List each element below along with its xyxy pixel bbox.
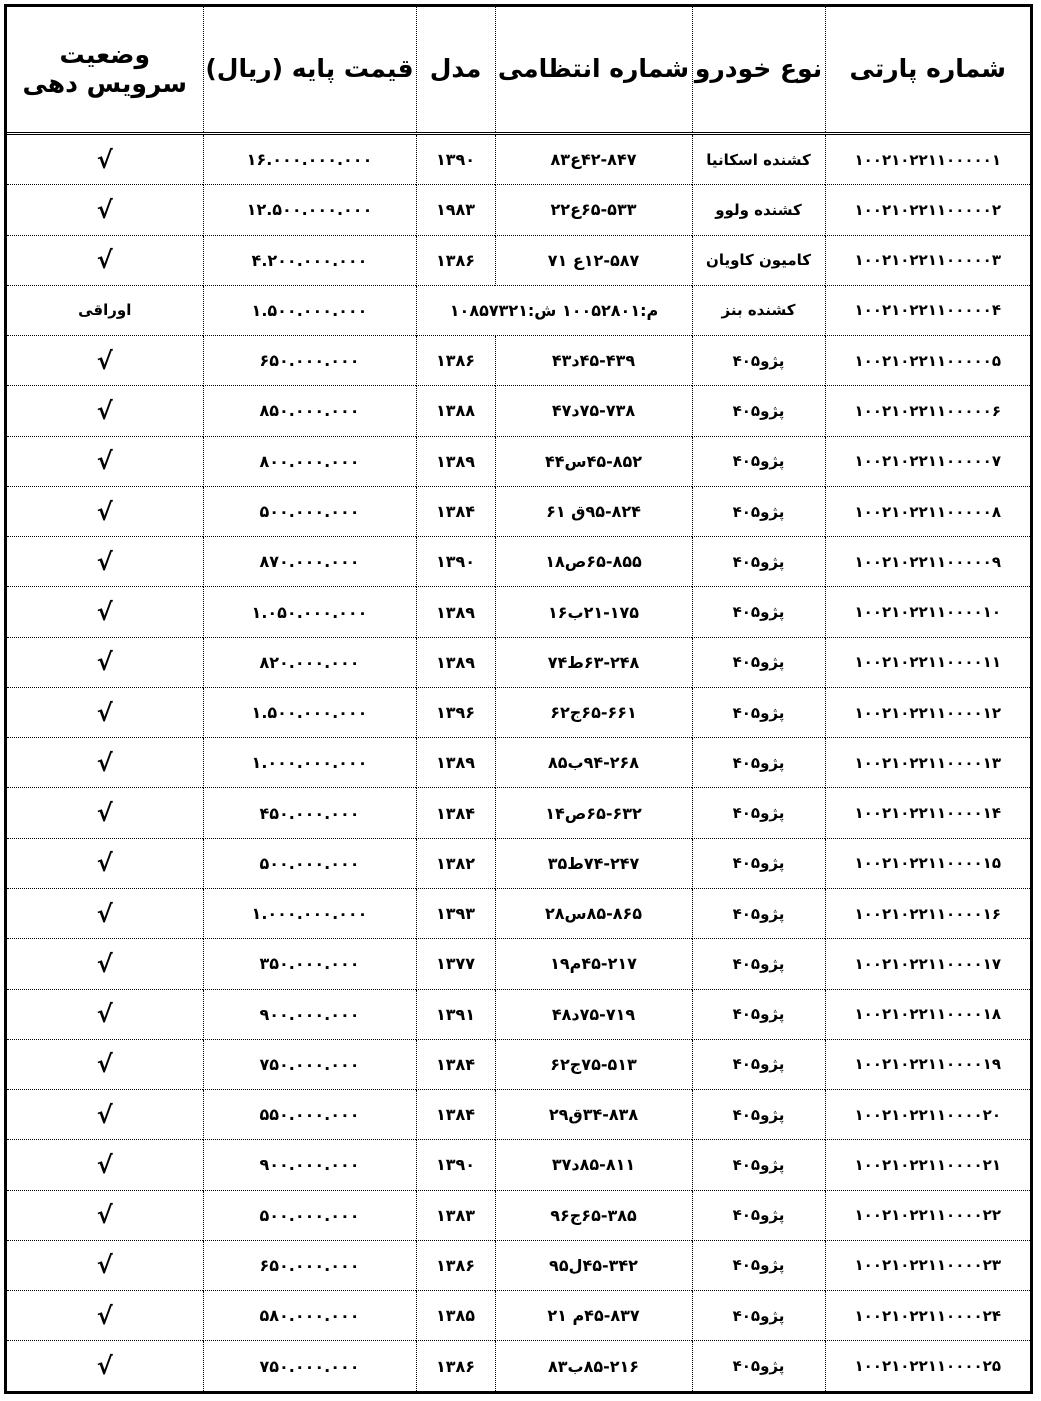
vehicle-type-cell: پژو۴۰۵ <box>692 1090 825 1140</box>
lot-number-cell: ۱۰۰۲۱۰۲۲۱۱۰۰۰۰۱۱ <box>825 637 1030 687</box>
plate-number-cell: ۶۵-۸۵۵ص۱۸ <box>495 537 692 587</box>
vehicle-type-cell: پژو۴۰۵ <box>692 436 825 486</box>
engine-chassis-number-cell: م:۱۰۰۵۲۸۰۱ ش:۱۰۸۵۷۳۲۱ <box>416 285 692 335</box>
vehicle-type-cell: پژو۴۰۵ <box>692 1039 825 1089</box>
base-price-cell: ۱.۵۰۰.۰۰۰.۰۰۰ <box>203 285 416 335</box>
checkmark-icon: √ <box>7 687 203 737</box>
table-row <box>7 687 1030 737</box>
table-row <box>7 336 1030 386</box>
base-price-cell: ۸۰۰.۰۰۰.۰۰۰ <box>203 436 416 486</box>
model-year-cell: ۱۳۸۹ <box>416 587 495 637</box>
plate-number-cell: ۷۵-۵۱۳ج۶۲ <box>495 1039 692 1089</box>
lot-number-cell: ۱۰۰۲۱۰۲۲۱۱۰۰۰۰۰۹ <box>825 537 1030 587</box>
plate-number-cell: ۴۵-۸۵۲س۴۴ <box>495 436 692 486</box>
lot-number-cell: ۱۰۰۲۱۰۲۲۱۱۰۰۰۰۱۳ <box>825 738 1030 788</box>
model-year-cell: ۱۳۹۰ <box>416 134 495 185</box>
plate-number-cell: ۷۵-۷۳۸د۴۷ <box>495 386 692 436</box>
header-service-status <box>7 7 203 134</box>
vehicle-type-cell: پژو۴۰۵ <box>692 1240 825 1290</box>
base-price-cell: ۱.۰۰۰.۰۰۰.۰۰۰ <box>203 889 416 939</box>
base-price-cell: ۷۵۰.۰۰۰.۰۰۰ <box>203 1039 416 1089</box>
table-row <box>7 285 1030 335</box>
table-row <box>7 1190 1030 1240</box>
checkmark-icon: √ <box>7 587 203 637</box>
checkmark-icon: √ <box>7 838 203 888</box>
checkmark-icon: √ <box>7 989 203 1039</box>
vehicle-type-cell: پژو۴۰۵ <box>692 1140 825 1190</box>
vehicle-type-cell: پژو۴۰۵ <box>692 1291 825 1341</box>
plate-number-cell: ۴۵-۸۳۷م ۲۱ <box>495 1291 692 1341</box>
table-row <box>7 788 1030 838</box>
base-price-cell: ۸۷۰.۰۰۰.۰۰۰ <box>203 537 416 587</box>
plate-number-cell: ۶۳-۲۴۸ط۷۴ <box>495 637 692 687</box>
model-year-cell: ۱۳۸۶ <box>416 1341 495 1391</box>
header-vehicle-type: نوع خودرو <box>692 7 825 134</box>
base-price-cell: ۵۵۰.۰۰۰.۰۰۰ <box>203 1090 416 1140</box>
checkmark-icon: √ <box>7 939 203 989</box>
model-year-cell: ۱۳۸۲ <box>416 838 495 888</box>
header-plate-number: شماره انتظامی <box>495 7 692 134</box>
plate-number-cell: ۸۵-۸۱۱د۳۷ <box>495 1140 692 1190</box>
plate-number-cell: ۶۵-۳۸۵ج۹۶ <box>495 1190 692 1240</box>
plate-number-cell: ۸۵-۲۱۶ب۸۳ <box>495 1341 692 1391</box>
table-row <box>7 838 1030 888</box>
model-year-cell: ۱۳۸۴ <box>416 788 495 838</box>
vehicle-type-cell: پژو۴۰۵ <box>692 838 825 888</box>
table-row <box>7 587 1030 637</box>
model-year-cell: ۱۳۸۶ <box>416 336 495 386</box>
base-price-cell: ۸۲۰.۰۰۰.۰۰۰ <box>203 637 416 687</box>
lot-number-cell: ۱۰۰۲۱۰۲۲۱۱۰۰۰۰۰۷ <box>825 436 1030 486</box>
vehicle-type-cell: پژو۴۰۵ <box>692 386 825 436</box>
base-price-cell: ۹۰۰.۰۰۰.۰۰۰ <box>203 1140 416 1190</box>
vehicle-type-cell: پژو۴۰۵ <box>692 687 825 737</box>
vehicle-type-cell: پژو۴۰۵ <box>692 939 825 989</box>
checkmark-icon: √ <box>7 637 203 687</box>
checkmark-icon: √ <box>96 1352 113 1381</box>
checkmark-icon: √ <box>7 889 203 939</box>
model-year-cell: ۱۳۹۳ <box>416 889 495 939</box>
vehicle-type-cell: کشنده ولوو <box>692 185 825 235</box>
vehicle-type-cell: پژو۴۰۵ <box>692 738 825 788</box>
model-year-cell: ۱۳۷۷ <box>416 939 495 989</box>
header-row <box>7 7 1030 134</box>
table-row <box>7 738 1030 788</box>
lot-number-cell: ۱۰۰۲۱۰۲۲۱۱۰۰۰۰۲۴ <box>825 1291 1030 1341</box>
table-row <box>7 637 1030 687</box>
base-price-cell: ۴.۲۰۰.۰۰۰.۰۰۰ <box>203 235 416 285</box>
table-row <box>7 134 1030 185</box>
table-row <box>7 235 1030 285</box>
checkmark-icon: √ <box>7 788 203 838</box>
checkmark-icon: √ <box>7 1190 203 1240</box>
lot-number-cell: ۱۰۰۲۱۰۲۲۱۱۰۰۰۰۰۴ <box>825 285 1030 335</box>
checkmark-icon: √ <box>7 537 203 587</box>
table-row <box>7 1090 1030 1140</box>
table-row <box>7 386 1030 436</box>
checkmark-icon: √ <box>7 386 203 436</box>
plate-number-cell: ۷۴-۲۴۷ط۳۵ <box>495 838 692 888</box>
model-year-cell: ۱۳۸۴ <box>416 486 495 536</box>
base-price-cell: ۵۰۰.۰۰۰.۰۰۰ <box>203 486 416 536</box>
plate-number-cell: ۴۵-۴۳۹د۴۳ <box>495 336 692 386</box>
lot-number-cell: ۱۰۰۲۱۰۲۲۱۱۰۰۰۰۱۰ <box>825 587 1030 637</box>
checkmark-icon: √ <box>7 134 203 185</box>
plate-number-cell: ۴۵-۳۴۲ل۹۵ <box>495 1240 692 1290</box>
model-year-cell: ۱۳۸۹ <box>416 436 495 486</box>
checkmark-icon: √ <box>7 1240 203 1290</box>
model-year-cell: ۱۳۸۴ <box>416 1090 495 1140</box>
base-price-cell: ۶۵۰.۰۰۰.۰۰۰ <box>203 1240 416 1290</box>
plate-number-cell: ۶۵-۶۳۲ص۱۴ <box>495 788 692 838</box>
checkmark-icon: √ <box>7 486 203 536</box>
lot-number-cell: ۱۰۰۲۱۰۲۲۱۱۰۰۰۰۱۸ <box>825 989 1030 1039</box>
checkmark-icon: √ <box>7 1291 203 1341</box>
checkmark-icon: √ <box>7 336 203 386</box>
lot-number-cell: ۱۰۰۲۱۰۲۲۱۱۰۰۰۰۲۱ <box>825 1140 1030 1190</box>
service-status-cell: اوراقی <box>7 285 203 335</box>
header-lot-number: شماره پارتی <box>825 7 1030 134</box>
plate-number-cell: ۱۲-۵۸۷ع ۷۱ <box>495 235 692 285</box>
lot-number-cell: ۱۰۰۲۱۰۲۲۱۱۰۰۰۰۲۲ <box>825 1190 1030 1240</box>
table-row <box>7 1291 1030 1341</box>
plate-number-cell: ۶۵-۶۶۱ج۶۲ <box>495 687 692 737</box>
vehicle-type-cell: پژو۴۰۵ <box>692 1341 825 1391</box>
table-row <box>7 537 1030 587</box>
vehicle-type-cell: کشنده اسکانیا <box>692 134 825 185</box>
base-price-cell: ۵۸۰.۰۰۰.۰۰۰ <box>203 1291 416 1341</box>
base-price-cell: ۱.۰۵۰.۰۰۰.۰۰۰ <box>203 587 416 637</box>
lot-number-cell: ۱۰۰۲۱۰۲۲۱۱۰۰۰۰۱۵ <box>825 838 1030 888</box>
header-service-status-line2: سرویس دهی <box>22 68 188 98</box>
table-row <box>7 436 1030 486</box>
model-year-cell: ۱۳۸۹ <box>416 637 495 687</box>
vehicle-type-cell: پژو۴۰۵ <box>692 587 825 637</box>
table-row <box>7 185 1030 235</box>
lot-number-cell: ۱۰۰۲۱۰۲۲۱۱۰۰۰۰۰۱ <box>825 134 1030 185</box>
vehicle-type-cell: پژو۴۰۵ <box>692 637 825 687</box>
table-row <box>7 1341 1030 1391</box>
table-row <box>7 486 1030 536</box>
plate-number-cell: ۲۱-۱۷۵ب۱۶ <box>495 587 692 637</box>
base-price-cell: ۱.۰۰۰.۰۰۰.۰۰۰ <box>203 738 416 788</box>
model-year-cell: ۱۳۸۸ <box>416 386 495 436</box>
lot-number-cell: ۱۰۰۲۱۰۲۲۱۱۰۰۰۰۰۳ <box>825 235 1030 285</box>
lot-number-cell: ۱۰۰۲۱۰۲۲۱۱۰۰۰۰۱۷ <box>825 939 1030 989</box>
lot-number-cell: ۱۰۰۲۱۰۲۲۱۱۰۰۰۰۲۳ <box>825 1240 1030 1290</box>
lot-number-cell: ۱۰۰۲۱۰۲۲۱۱۰۰۰۰۱۶ <box>825 889 1030 939</box>
vehicle-type-cell: پژو۴۰۵ <box>692 486 825 536</box>
lot-number-cell: ۱۰۰۲۱۰۲۲۱۱۰۰۰۰۲۵ <box>825 1341 1030 1391</box>
table-row <box>7 939 1030 989</box>
checkmark-icon: √ <box>7 235 203 285</box>
lot-number-cell: ۱۰۰۲۱۰۲۲۱۱۰۰۰۰۱۲ <box>825 687 1030 737</box>
lot-number-cell: ۱۰۰۲۱۰۲۲۱۱۰۰۰۰۱۴ <box>825 788 1030 838</box>
lot-number-cell: ۱۰۰۲۱۰۲۲۱۱۰۰۰۰۱۹ <box>825 1039 1030 1089</box>
model-year-cell: ۱۹۸۳ <box>416 185 495 235</box>
model-year-cell: ۱۳۸۶ <box>416 235 495 285</box>
base-price-cell: ۶۵۰.۰۰۰.۰۰۰ <box>203 336 416 386</box>
lot-number-cell: ۱۰۰۲۱۰۲۲۱۱۰۰۰۰۰۶ <box>825 386 1030 436</box>
plate-number-cell: ۳۴-۸۳۸ق۲۹ <box>495 1090 692 1140</box>
vehicle-type-cell: پژو۴۰۵ <box>692 889 825 939</box>
plate-number-cell: ۸۵-۸۶۵س۲۸ <box>495 889 692 939</box>
vehicle-type-cell: پژو۴۰۵ <box>692 336 825 386</box>
base-price-cell: ۱۲.۵۰۰.۰۰۰.۰۰۰ <box>203 185 416 235</box>
model-year-cell: ۱۳۸۴ <box>416 1039 495 1089</box>
checkmark-icon: √ <box>7 738 203 788</box>
vehicle-lots-table-frame <box>4 4 1033 1394</box>
model-year-cell: ۱۳۹۰ <box>416 1140 495 1190</box>
table-row <box>7 1039 1030 1089</box>
base-price-cell: ۹۰۰.۰۰۰.۰۰۰ <box>203 989 416 1039</box>
base-price-cell: ۵۰۰.۰۰۰.۰۰۰ <box>203 1190 416 1240</box>
base-price-cell: ۳۵۰.۰۰۰.۰۰۰ <box>203 939 416 989</box>
base-price-cell: ۴۵۰.۰۰۰.۰۰۰ <box>203 788 416 838</box>
checkmark-icon: √ <box>7 436 203 486</box>
model-year-cell: ۱۳۸۵ <box>416 1291 495 1341</box>
plate-number-cell: ۹۴-۲۶۸ب۸۵ <box>495 738 692 788</box>
table-body <box>7 134 1030 1392</box>
base-price-cell: ۱.۵۰۰.۰۰۰.۰۰۰ <box>203 687 416 737</box>
vehicle-type-cell: کامیون کاویان <box>692 235 825 285</box>
checkmark-icon: √ <box>7 1039 203 1089</box>
plate-number-cell: ۹۵-۸۲۴ق ۶۱ <box>495 486 692 536</box>
base-price-cell: ۱۶.۰۰۰.۰۰۰.۰۰۰ <box>203 134 416 185</box>
checkmark-icon: √ <box>7 185 203 235</box>
base-price-cell: ۷۵۰.۰۰۰.۰۰۰ <box>203 1341 416 1391</box>
header-model-year: مدل <box>416 7 495 134</box>
base-price-cell: ۸۵۰.۰۰۰.۰۰۰ <box>203 386 416 436</box>
plate-number-cell: ۴۵-۲۱۷م۱۹ <box>495 939 692 989</box>
model-year-cell: ۱۳۸۶ <box>416 1240 495 1290</box>
model-year-cell: ۱۳۸۹ <box>416 738 495 788</box>
header-service-status-line1: وضعیت <box>59 39 150 69</box>
model-year-cell: ۱۳۹۰ <box>416 537 495 587</box>
model-year-cell: ۱۳۹۶ <box>416 687 495 737</box>
vehicle-type-cell: کشنده بنز <box>692 285 825 335</box>
checkmark-icon: √ <box>7 1140 203 1190</box>
vehicle-type-cell: پژو۴۰۵ <box>692 1190 825 1240</box>
vehicle-lots-table <box>7 7 1030 1391</box>
table-row <box>7 1240 1030 1290</box>
vehicle-type-cell: پژو۴۰۵ <box>692 788 825 838</box>
plate-number-cell: ۴۲-۸۴۷ع۸۳ <box>495 134 692 185</box>
lot-number-cell: ۱۰۰۲۱۰۲۲۱۱۰۰۰۰۲۰ <box>825 1090 1030 1140</box>
vehicle-type-cell: پژو۴۰۵ <box>692 537 825 587</box>
table-row <box>7 1140 1030 1190</box>
checkmark-icon: √ <box>7 1090 203 1140</box>
lot-number-cell: ۱۰۰۲۱۰۲۲۱۱۰۰۰۰۰۵ <box>825 336 1030 386</box>
base-price-cell: ۵۰۰.۰۰۰.۰۰۰ <box>203 838 416 888</box>
vehicle-type-cell: پژو۴۰۵ <box>692 989 825 1039</box>
lot-number-cell: ۱۰۰۲۱۰۲۲۱۱۰۰۰۰۰۲ <box>825 185 1030 235</box>
model-year-cell: ۱۳۸۳ <box>416 1190 495 1240</box>
model-year-cell: ۱۳۹۱ <box>416 989 495 1039</box>
table-row <box>7 989 1030 1039</box>
table-row <box>7 889 1030 939</box>
plate-number-cell: ۶۵-۵۳۳ع۲۲ <box>495 185 692 235</box>
header-base-price: قیمت پایه (ریال) <box>203 7 416 134</box>
lot-number-cell: ۱۰۰۲۱۰۲۲۱۱۰۰۰۰۰۸ <box>825 486 1030 536</box>
plate-number-cell: ۷۵-۷۱۹د۴۸ <box>495 989 692 1039</box>
